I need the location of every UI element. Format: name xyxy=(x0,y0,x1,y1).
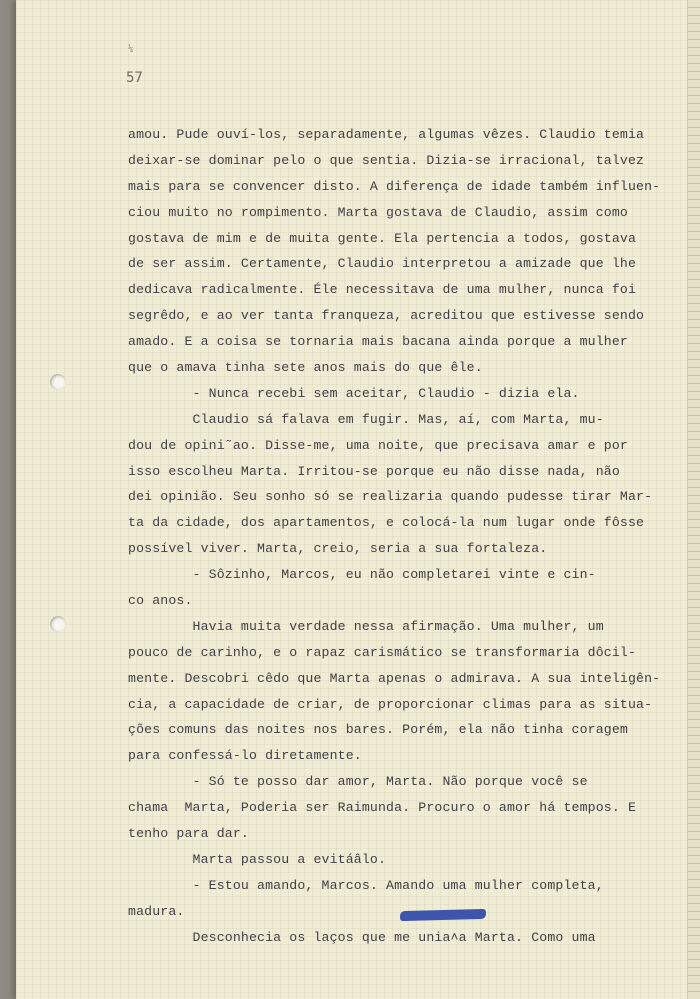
body-text xyxy=(128,122,661,951)
text-line: dou de opini˜ao. Disse-me, uma noite, que precisava amar e por xyxy=(128,437,628,453)
text-line: ções comuns das noites nos bares. Porém, ela não tinha coragem xyxy=(128,722,628,738)
text-line: Desconhecia os laços que me unia˄a Marta. Como uma xyxy=(128,929,596,945)
text-line: Marta passou a evitáâlo. xyxy=(128,851,387,867)
text-line: isso escolheu Marta. Irritou-se porque eu não disse nada, não xyxy=(128,463,620,479)
text-line: - Sôzinho, Marcos, eu não completarei vinte e cin- xyxy=(128,567,596,583)
text-line: tenho para dar. xyxy=(128,826,249,842)
text-line: pouco de carinho, e o rapaz carismático se transformaria dôcil- xyxy=(128,644,637,660)
text-line: que o amava tinha sete anos mais do que êle. xyxy=(128,360,483,376)
graph-paper-edge xyxy=(687,0,700,999)
text-line: amou. Pude ouví-los, separadamente, algumas vêzes. Claudio temia xyxy=(128,127,645,142)
text-line: amado. E a coisa se tornaria mais bacana ainda porque a mulher xyxy=(128,334,628,350)
text-line: dedicava radicalmente. Éle necessitava de uma mulher, nunca foi xyxy=(128,282,637,298)
text-line: para confessá-lo diretamente. xyxy=(128,748,362,764)
text-line: segrêdo, e ao ver tanta franqueza, acreditou que estivesse sendo xyxy=(128,308,645,324)
page-number: 57 xyxy=(126,70,143,86)
text-line: deixar-se dominar pelo o que sentia. Dizia-se irracional, talvez xyxy=(128,152,645,168)
text-line: madura. xyxy=(128,903,185,919)
text-line: mente. Descobri cêdo que Marta apenas o admirava. A sua inteligên- xyxy=(128,670,661,686)
text-line: - Estou amando, Marcos. Amando uma mulher completa, xyxy=(128,877,604,893)
text-line: - Nunca recebi sem aceitar, Claudio - dizia ela. xyxy=(128,385,580,401)
punch-hole xyxy=(50,374,66,390)
text-line: co anos. xyxy=(128,593,193,609)
text-line: chama Marta, Poderia ser Raimunda. Procuro o amor há tempos. E xyxy=(128,800,637,816)
text-line: - Só te posso dar amor, Marta. Não porque você se xyxy=(128,774,588,790)
corner-mark: ¼ xyxy=(128,44,134,54)
text-line: possível viver. Marta, creio, seria a sua fortaleza. xyxy=(128,541,548,557)
punch-hole xyxy=(50,616,66,632)
text-line: ta da cidade, dos apartamentos, e colocá-la num lugar onde fôsse xyxy=(128,515,645,531)
text-line: gostava de mim e de muita gente. Ela pertencia a todos, gostava xyxy=(128,230,637,246)
text-line: mais para se convencer disto. A diferença de idade também influen- xyxy=(128,178,661,194)
text-line: dei opinião. Seu sonho só se realizaria quando pudesse tirar Mar- xyxy=(128,489,653,505)
text-line: de ser assim. Certamente, Claudio interpretou a amizade que lhe xyxy=(128,256,637,272)
text-line: Havia muita verdade nessa afirmação. Uma mulher, um xyxy=(128,618,604,634)
text-line: cia, a capacidade de criar, de proporcionar climas para as situa- xyxy=(128,696,653,712)
text-line: Claudio sá falava em fugir. Mas, aí, com Marta, mu- xyxy=(128,411,604,427)
text-line: ciou muito no rompimento. Marta gostava de Claudio, assim como xyxy=(128,204,628,220)
